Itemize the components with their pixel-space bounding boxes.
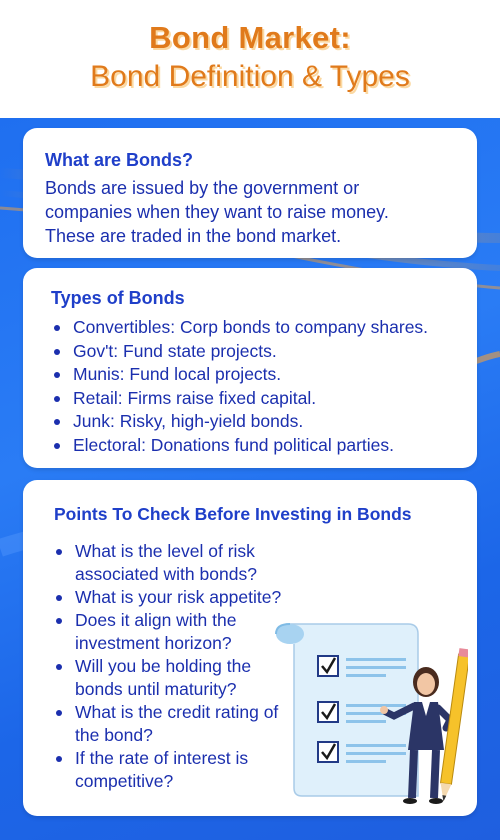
what-are-bonds-heading: What are Bonds?: [45, 150, 194, 170]
text-line: These are traded in the bond market.: [45, 226, 342, 246]
list-item: Gov't: Fund state projects.: [47, 340, 472, 364]
list-item: Will you be holding the bonds until maturity?: [49, 655, 309, 701]
list-item: What is the level of risk associated with bonds?: [49, 540, 309, 586]
types-list: [47, 316, 472, 457]
list-item: What is the credit rating of the bond?: [49, 701, 309, 747]
list-item: What is your risk appetite?: [49, 586, 309, 609]
page-subtitle: Bond Definition & Types: [90, 60, 410, 93]
points-to-check-heading: Points To Check Before Investing in Bonds: [54, 504, 412, 524]
pencil-icon: [438, 648, 468, 802]
types-of-bonds-heading: Types of Bonds: [51, 288, 185, 308]
text-line: Bonds are issued by the government or: [45, 178, 360, 198]
list-item: Munis: Fund local projects.: [47, 363, 472, 387]
checklist-illustration: [268, 620, 468, 810]
what-are-bonds-card: [23, 128, 477, 258]
list-item: Junk: Risky, high-yield bonds.: [47, 410, 472, 434]
header: [0, 0, 500, 118]
checklist-scroll-icon: [276, 624, 418, 796]
page-title: Bond Market:: [149, 20, 351, 55]
text-line: companies when they want to raise money.: [45, 202, 389, 222]
list-item: If the rate of interest is competitive?: [49, 747, 309, 793]
list-item: Convertibles: Corp bonds to company shares.: [47, 316, 472, 340]
list-item: Retail: Firms raise fixed capital.: [47, 387, 472, 411]
list-item: Does it align with the investment horizon?: [49, 609, 309, 655]
types-of-bonds-card: [23, 268, 477, 468]
what-are-bonds-text: [45, 176, 465, 248]
list-item: Electoral: Donations fund political parties.: [47, 434, 472, 458]
